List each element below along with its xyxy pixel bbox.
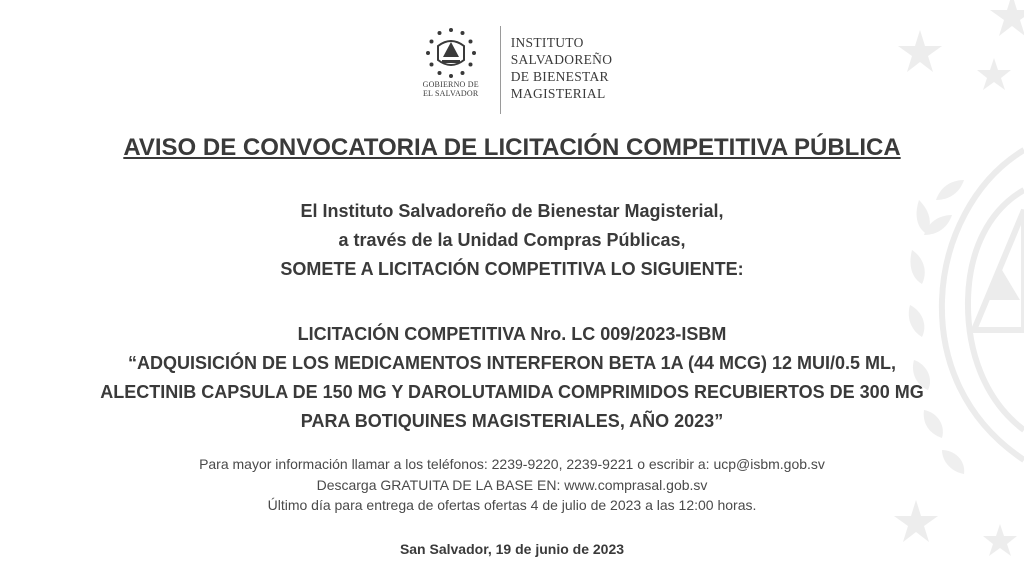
header: [0, 26, 1024, 114]
intro-line: El Instituto Salvadoreño de Bienestar Magisterial,: [300, 201, 724, 221]
contact-line: Para mayor información llamar a los teléfonos: 2239-9220, 2239-9221 o escribir a: ucp@isbm.gob.sv: [199, 456, 825, 472]
header-divider: [500, 26, 501, 114]
intro-paragraph: [0, 197, 1024, 284]
deadline-line: Último día para entrega de ofertas ofertas 4 de julio de 2023 a las 12:00 horas.: [267, 497, 757, 513]
government-seal: [412, 26, 490, 98]
place-date: San Salvador, 19 de junio de 2023: [399, 541, 625, 557]
contact-info: [0, 454, 1024, 516]
licitacion-line: PARA BOTIQUINES MAGISTERIALES, AÑO 2023”: [300, 411, 724, 431]
licitacion-line: ALECTINIB CAPSULA DE 150 MG Y DAROLUTAMIDA COMPRIMIDOS RECUBIERTOS DE 300 MG: [100, 382, 924, 402]
download-line: Descarga GRATUITA DE LA BASE EN: www.comprasal.gob.sv: [316, 476, 708, 493]
licitacion-number: LICITACIÓN COMPETITIVA Nro. LC 009/2023-ISBM: [297, 324, 727, 344]
coat-of-arms-icon: [424, 26, 478, 80]
intro-line: SOMETE A LICITACIÓN COMPETITIVA LO SIGUIENTE:: [280, 259, 744, 279]
intro-line: a través de la Unidad Compras Públicas,: [338, 230, 686, 250]
licitacion-details: [0, 320, 1024, 436]
page-title: AVISO DE CONVOCATORIA DE LICITACIÓN COMPETITIVA PÚBLICA: [123, 134, 901, 161]
government-label: GOBIERNO DE EL SALVADOR: [422, 80, 479, 98]
institution-name: INSTITUTO SALVADOREÑO DE BIENESTAR MAGISTERIAL: [510, 35, 613, 101]
licitacion-line: “ADQUISICIÓN DE LOS MEDICAMENTOS INTERFERON BETA 1A (44 MCG) 12 MUI/0.5 ML,: [127, 353, 897, 373]
